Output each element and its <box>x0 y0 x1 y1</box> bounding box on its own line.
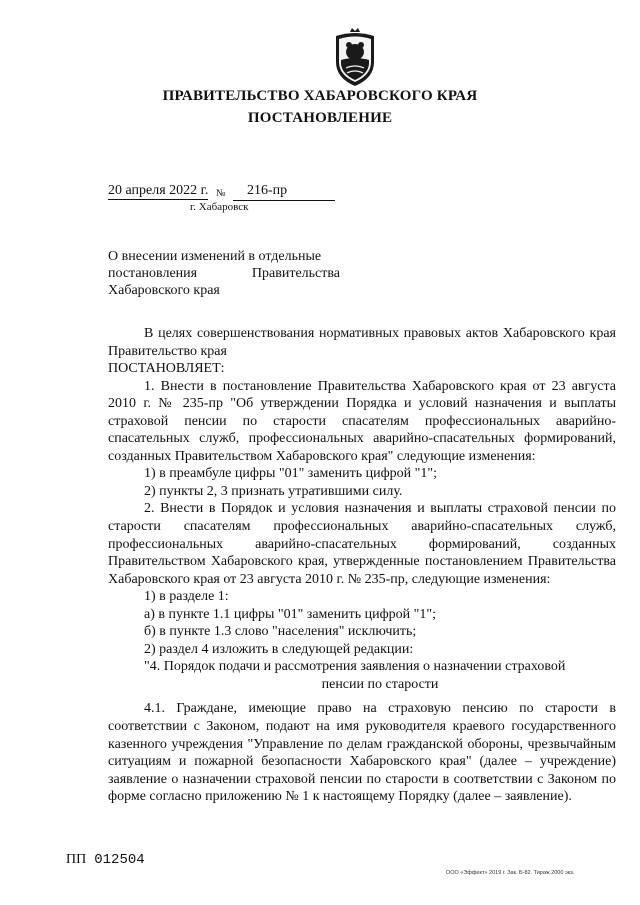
serial-prefix: ПП <box>66 852 87 867</box>
document-date <box>108 183 208 200</box>
document-subject <box>108 248 340 299</box>
form-serial <box>66 852 145 868</box>
subject-line-1: О внесении изменений в отдельные <box>108 249 322 264</box>
paragraph-item-1: 1. Внести в постановление Правительства Хабаровского края от 23 августа 2010 г. № 235-пр "Об утверждении Порядка и условий назначения и выплаты страховой пенсии по старости спасателям профессиональных аварийно-спасательных служб, профессиональных аварийно-спасательных формирований, созданных Правительством Хабаровского края" следующие изменения: <box>108 378 616 464</box>
paragraph-item-1-2: 2) пункты 2, 3 признать утратившими силу. <box>144 483 403 499</box>
document-number: 216-пр <box>233 183 335 201</box>
document-city: г. Хабаровск <box>190 201 249 213</box>
paragraph-item-2-1: 1) в разделе 1: <box>144 589 229 605</box>
coat-of-arms-icon <box>330 28 380 88</box>
paragraph-resolves: ПОСТАНОВЛЯЕТ: <box>108 361 225 377</box>
document-type-title: ПОСТАНОВЛЕНИЕ <box>247 110 393 126</box>
paragraph-item-2-1-a: а) в пункте 1.1 цифры "01" заменить цифрой "1"; <box>144 606 436 622</box>
paragraph-item-2-2: 2) раздел 4 изложить в следующей редакции: <box>144 641 414 657</box>
organization-title: ПРАВИТЕЛЬСТВО ХАБАРОВСКОГО КРАЯ <box>162 88 478 104</box>
paragraph-item-1-1: 1) в преамбуле цифры "01" заменить цифрой "1"; <box>144 466 437 482</box>
section-4-heading-line-1: "4. Порядок подачи и рассмотрения заявления о назначении страховой <box>144 659 566 675</box>
date-value: 20 апреля 2022 г. <box>108 183 209 198</box>
paragraph-item-2-1-b: б) в пункте 1.3 слово "населения" исключить; <box>144 624 417 640</box>
paragraph-item-2: 2. Внести в Порядок и условия назначения и выплаты страховой пенсии по старости спасателям профессиональных аварийно-спасательных служб, профессиональных аварийно-спасательных формирований, созданных Правительством Хабаровского края, утвержденные постановлением Правительства Хабаровского края от 23 августа 2010 г. № 235-пр, следующие изменения: <box>108 501 616 587</box>
document-body <box>108 325 616 806</box>
printer-imprint: ООО «Эффект» 2019 г. Зак. Б-82. Тираж 2000 экз. <box>446 870 575 876</box>
section-4-heading-line-2: пенсии по старости <box>321 676 439 692</box>
paragraph-preamble: В целях совершенствования нормативных правовых актов Хабаровского края Правительство края <box>108 326 616 359</box>
serial-number: 012504 <box>94 852 145 868</box>
number-label: № <box>216 188 226 199</box>
subject-line-3: Хабаровского края <box>108 283 220 298</box>
subject-line-2: постановления Правительства <box>108 266 340 281</box>
paragraph-4-1: 4.1. Граждане, имеющие право на страховую пенсию по старости в соответствии с Законом, подают на имя руководителя краевого государственного казенного учреждения "Управление по делам гражданской обороны, чрезвычайным ситуациям и пожарной безопасности Хабаровского края" (далее – учреждение) заявление о назначении страховой пенсии по старости в соответствии с Законом по форме согласно приложению № 1 к настоящему Порядку (далее – заявление). <box>108 701 616 805</box>
